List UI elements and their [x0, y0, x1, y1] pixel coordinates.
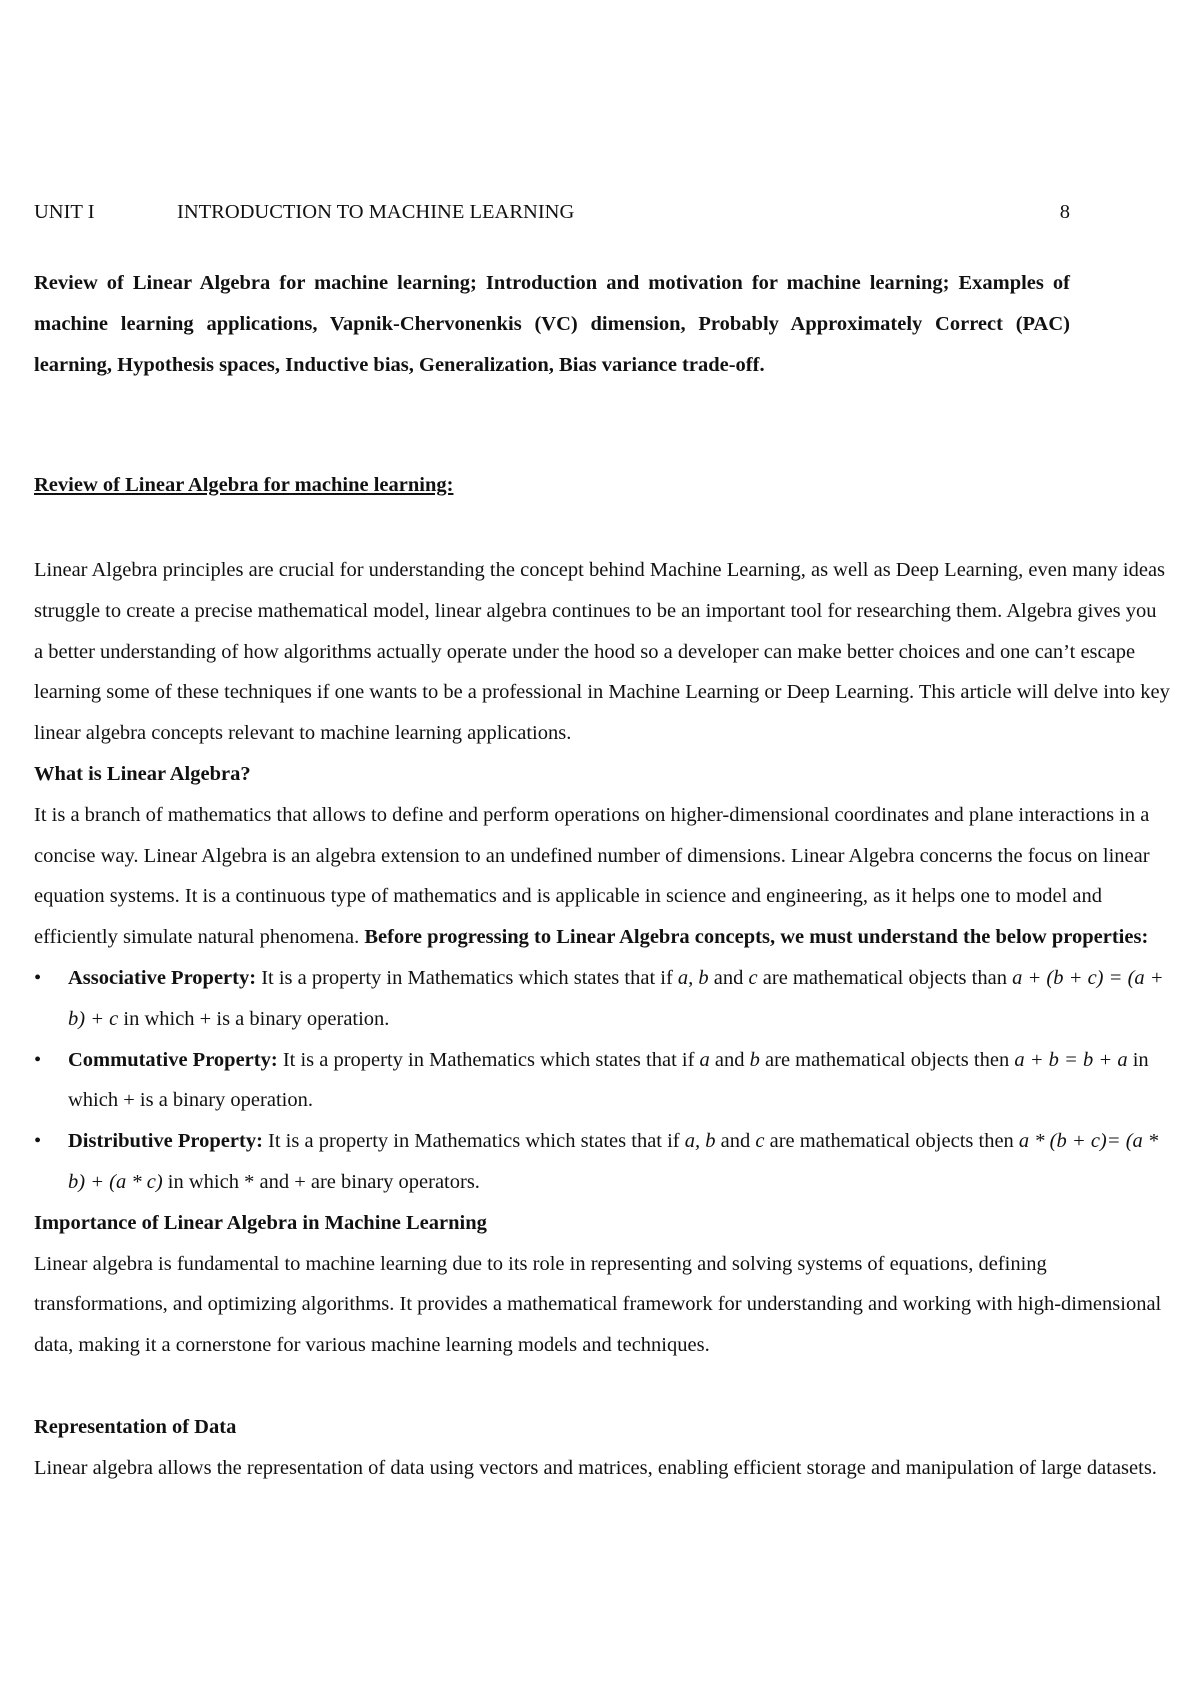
- what-is-paragraph: [34, 795, 1170, 958]
- property-var: c: [748, 966, 758, 989]
- intro-paragraph: Linear Algebra principles are crucial for understanding the concept behind Machine Learning, as well as Deep Learning, even many ideas struggle to create a precise mathematical model, linear algebra continues to be an important tool for researching them. Algebra gives you a better understanding of how algorithms actually operate under the hood so a developer can make better choices and one can’t escape learning some of these techniques if one wants to be a professional in Machine Learning or Deep Learning. This article will delve into key linear algebra concepts relevant to machine learning applications.: [34, 559, 1170, 745]
- body-content: [34, 550, 1170, 1488]
- properties-list: [34, 958, 1170, 1203]
- property-text: It is a property in Mathematics which states that if: [282, 1048, 695, 1071]
- property-text: It is a property in Mathematics which states that if: [268, 1130, 680, 1153]
- property-name: Associative Property:: [68, 966, 257, 989]
- property-text: are mathematical objects then: [765, 1048, 1010, 1071]
- property-text: are mathematical objects than: [762, 966, 1007, 989]
- representation-heading: Representation of Data: [34, 1415, 237, 1438]
- bullet-icon: •: [34, 1130, 42, 1153]
- bullet-icon: •: [34, 1048, 42, 1071]
- property-formula: a + (b + c) = (a + b) + c: [68, 966, 1164, 1030]
- property-text: in which + is a binary operation.: [68, 1048, 1149, 1112]
- property-text: are mathematical objects then: [769, 1130, 1014, 1153]
- property-text: in which * and + are binary operators.: [167, 1170, 480, 1193]
- unit-header: [34, 198, 1070, 226]
- property-text: and: [713, 966, 744, 989]
- property-text: It is a property in Mathematics which states that if: [261, 966, 673, 989]
- what-is-text: It is a branch of mathematics that allows to define and perform operations on higher-dimensional coordinates and plane interactions in a concise way. Linear Algebra is an algebra extension to an undefined number of dimensions. Linear Algebra concerns the focus on linear equation systems. It is a continuous type of mathematics and is applicable in science and engineering, as it helps one to model and efficiently simulate natural phenomena.: [34, 803, 1150, 949]
- property-name: Distributive Property:: [68, 1130, 263, 1153]
- property-vars: a, b: [677, 966, 709, 989]
- bullet-icon: •: [34, 966, 42, 989]
- property-formula: a * (b + c)= (a * b) + (a * c): [68, 1130, 1159, 1193]
- what-is-bold-tail: Before progressing to Linear Algebra concepts, we must understand the below properties:: [364, 926, 1149, 949]
- unit-label: UNIT I: [34, 201, 95, 223]
- importance-heading: Importance of Linear Algebra in Machine Learning: [34, 1211, 487, 1234]
- property-text: in which + is a binary operation.: [123, 1007, 390, 1030]
- property-text: and: [714, 1048, 745, 1071]
- property-vars: a, b: [684, 1130, 716, 1153]
- section-heading: Review of Linear Algebra for machine learning:: [34, 474, 454, 496]
- what-is-heading: What is Linear Algebra?: [34, 762, 251, 785]
- list-item: [34, 958, 1170, 1040]
- syllabus-topics: Review of Linear Algebra for machine learning; Introduction and motivation for machine learning; Examples of machine learning applications, Vapnik-Chervonenkis (VC) dimension, Probably Approximately Correct (PAC) learning, Hypothesis spaces, Inductive bias, Generalization, Bias variance trade-off.: [34, 272, 1070, 376]
- importance-paragraph: Linear algebra is fundamental to machine learning due to its role in representing and solving systems of equations, defining transformations, and optimizing algorithms. It provides a mathematical framework for understanding and working with high-dimensional data, making it a cornerstone for various machine learning models and techniques.: [34, 1252, 1162, 1357]
- list-item: [34, 1121, 1170, 1203]
- property-var: c: [755, 1130, 765, 1153]
- property-text: and: [720, 1130, 751, 1153]
- unit-hours: 8: [1059, 201, 1070, 223]
- paragraph-spacer: [34, 1366, 1170, 1407]
- property-var: b: [749, 1048, 760, 1071]
- list-item: [34, 1040, 1170, 1122]
- property-name: Commutative Property:: [68, 1048, 278, 1071]
- representation-paragraph: Linear algebra allows the representation of data using vectors and matrices, enabling efficient storage and manipulation of large datasets.: [34, 1456, 1157, 1479]
- unit-title: INTRODUCTION TO MACHINE LEARNING: [177, 201, 575, 223]
- property-formula: a + b = b + a: [1014, 1048, 1128, 1071]
- property-vars: a: [699, 1048, 710, 1071]
